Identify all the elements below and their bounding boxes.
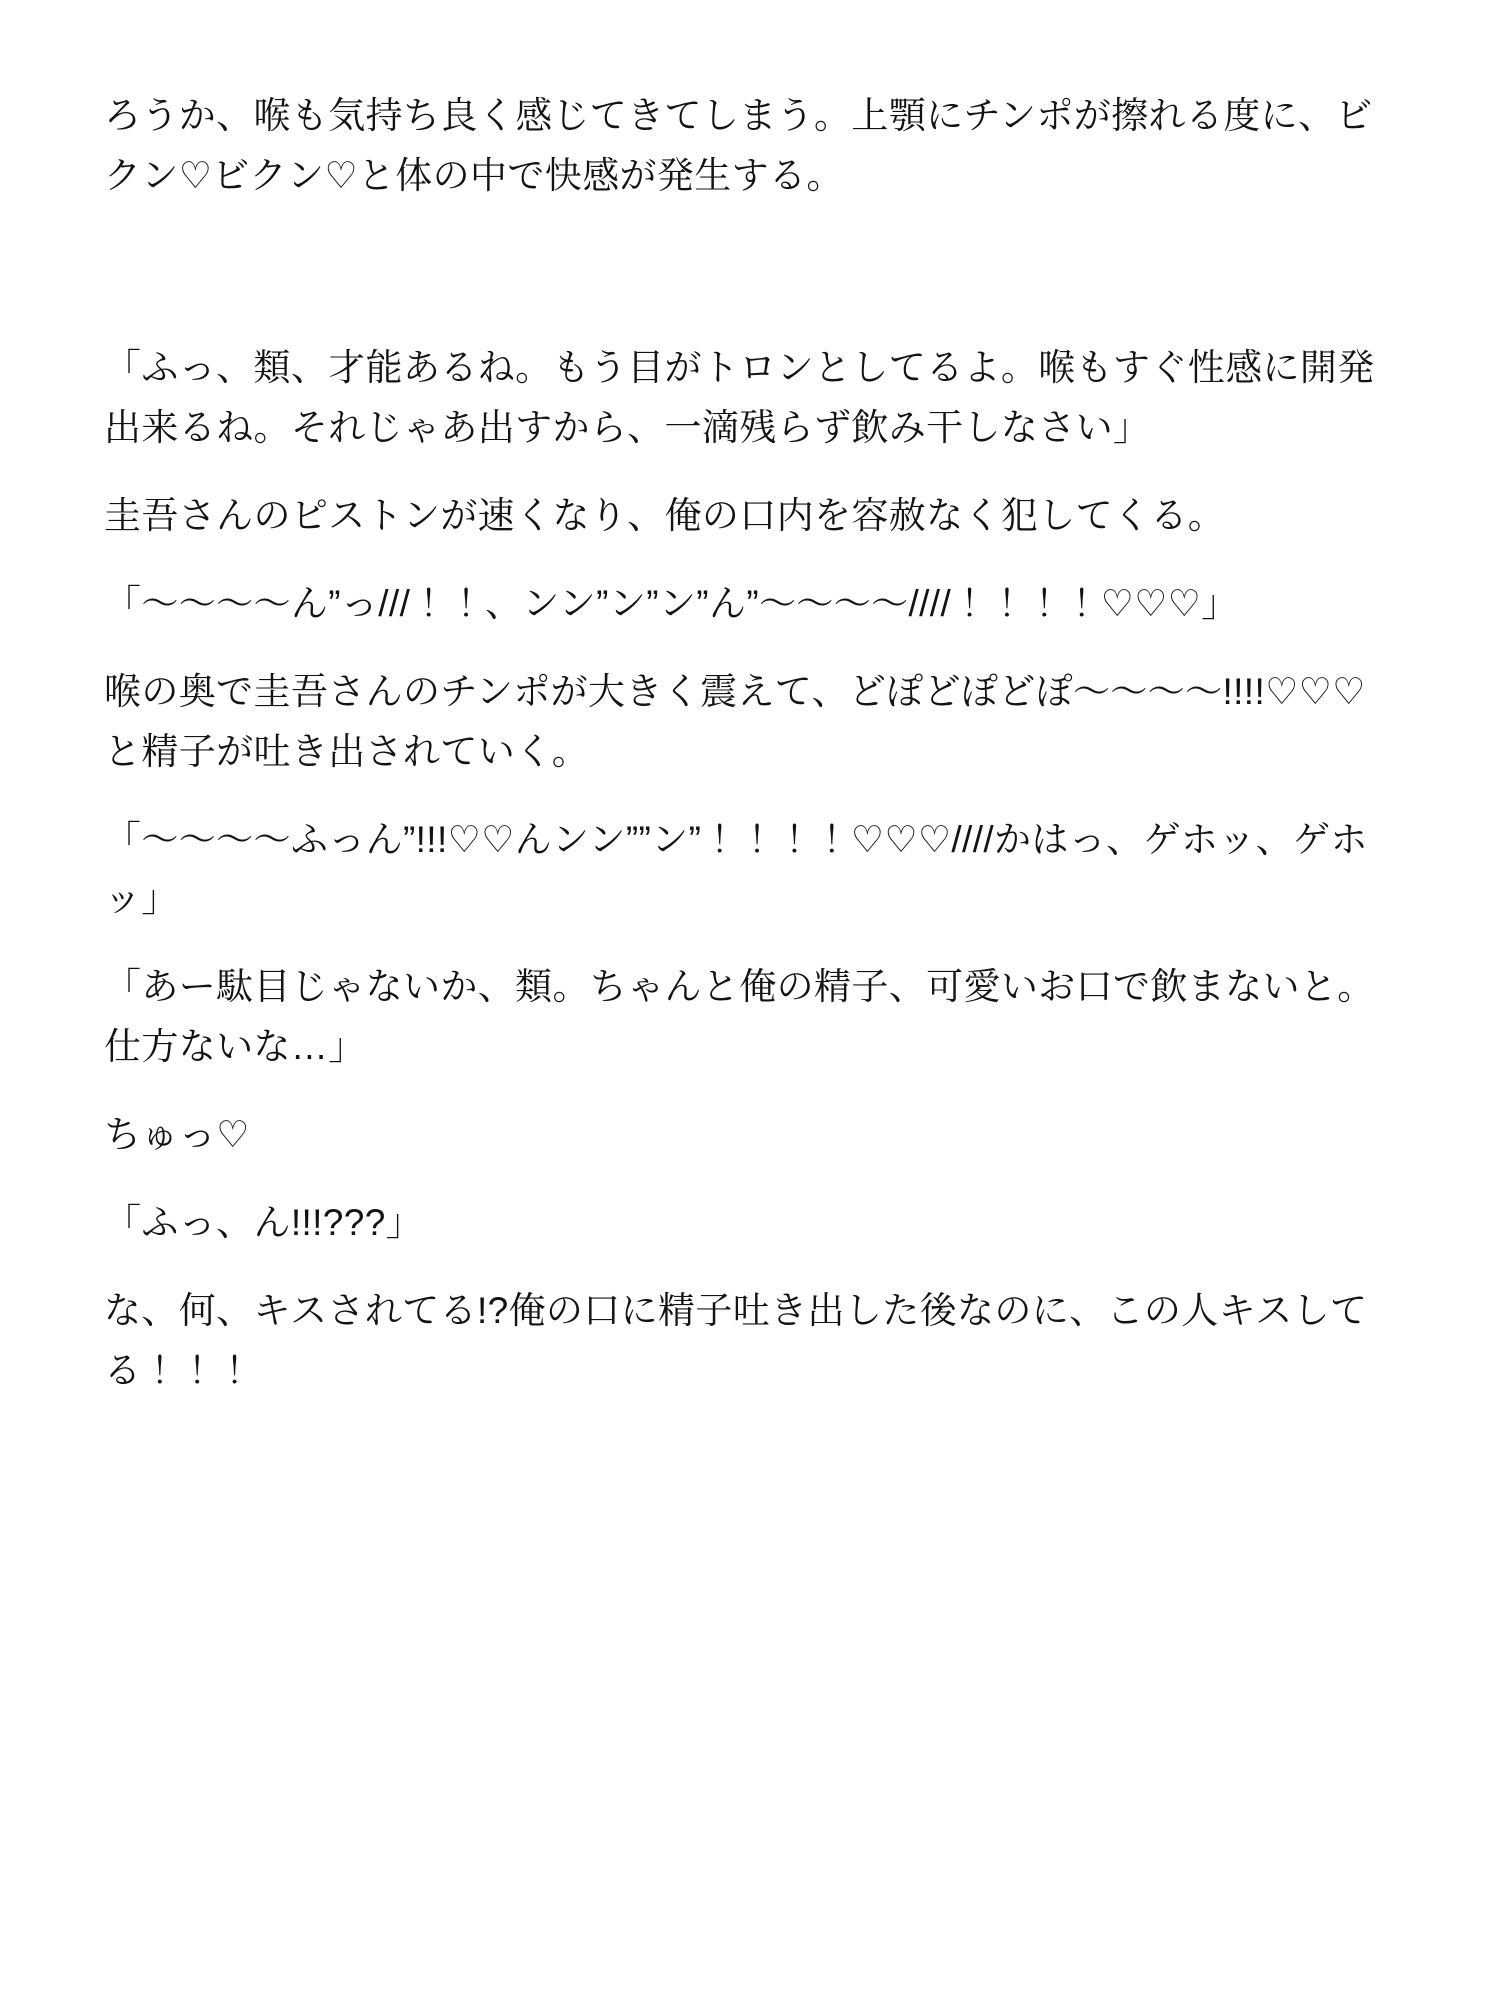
paragraph-spacer: [104, 929, 1397, 957]
paragraph-8: ちゅっ♡: [104, 1114, 250, 1156]
paragraph-spacer: [104, 206, 1397, 338]
document-body: [104, 86, 1397, 1401]
paragraph-5: 喉の奥で圭吾さんのチンポが大きく震えて、どぽどぽどぽ〜〜〜〜!!!!♡♡♡と精子が吐き出されていく。: [104, 670, 1366, 772]
paragraph-9: 「ふっ、ん!!!???」: [104, 1202, 424, 1244]
paragraph-spacer: [104, 782, 1397, 810]
paragraph-10: な、何、キスされてる!?俺の口に精子吐き出した後なのに、この人キスしてる！！！: [104, 1290, 1368, 1392]
paragraph-spacer: [104, 1077, 1397, 1105]
paragraph-1: ろうか、喉も気持ち良く感じてきてしまう。上顎にチンポが擦れる度に、ビクン♡ビクン♡と体の中で快感が発生する。: [104, 95, 1373, 196]
paragraph-spacer: [104, 546, 1397, 574]
paragraph-4: 「〜〜〜〜ん”っ///！！、ンン”ン”ン”ん”〜〜〜〜////！！！！♡♡♡」: [104, 582, 1239, 624]
paragraph-spacer: [104, 1253, 1397, 1281]
paragraph-spacer: [104, 634, 1397, 662]
paragraph-6: 「〜〜〜〜ふっん”!!!♡♡んンン””ン”！！！！♡♡♡////かはっ、ゲホッ、ゲホッ」: [104, 818, 1368, 920]
paragraph-2: 「ふっ、類、才能あるね。もう目がトロンとしてるよ。喉もすぐ性感に開発出来るね。それじゃあ出すから、一滴残らず飲み干しなさい」: [104, 346, 1375, 448]
paragraph-spacer: [104, 1165, 1397, 1193]
paragraph-7: 「あー駄目じゃないか、類。ちゃんと俺の精子、可愛いお口で飲まないと。仕方ないな…」: [104, 966, 1375, 1068]
paragraph-3: 圭吾さんのピストンが速くなり、俺の口内を容赦なく犯してくる。: [104, 494, 1226, 536]
paragraph-spacer: [104, 458, 1397, 486]
